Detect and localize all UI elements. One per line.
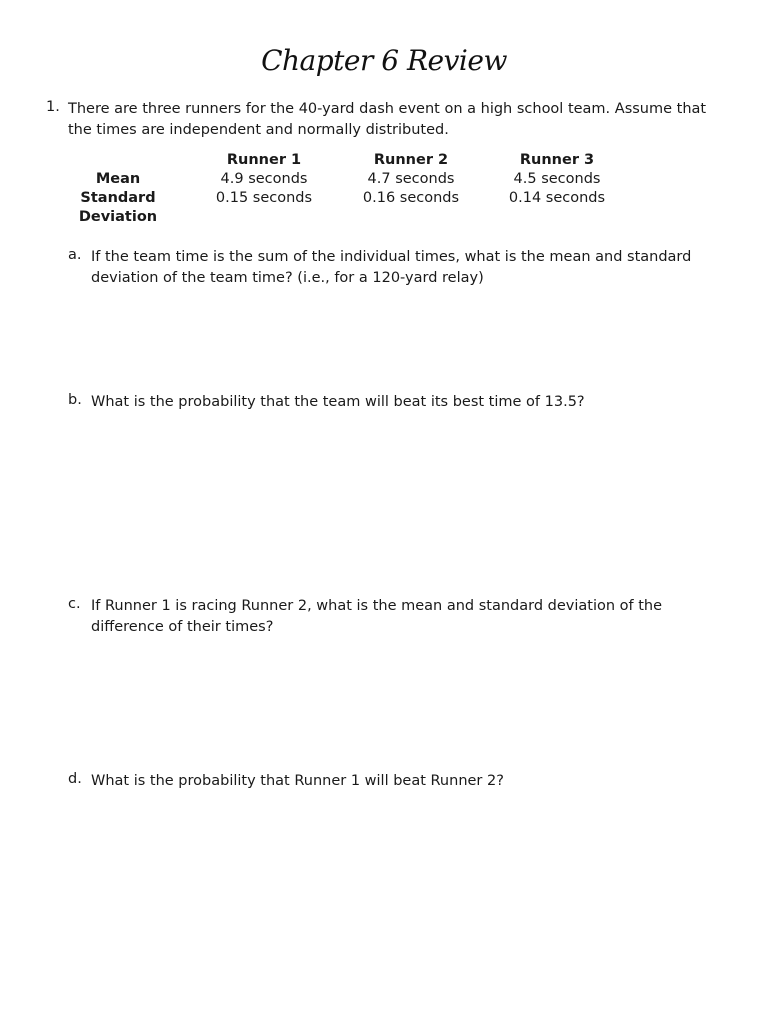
part-b-letter: b. bbox=[68, 392, 82, 408]
part-c-text: If Runner 1 is racing Runner 2, what is the mean and standard deviation of the difference of their times? bbox=[91, 598, 663, 635]
table-cell: 4.7 seconds bbox=[367, 171, 455, 187]
table-cell: 4.5 seconds bbox=[513, 171, 601, 187]
part-a-letter: a. bbox=[68, 247, 82, 263]
column-header-runner-1: Runner 1 bbox=[226, 152, 302, 168]
table-cell: 0.16 seconds bbox=[362, 190, 460, 206]
part-d-text: What is the probability that Runner 1 will beat Runner 2? bbox=[91, 773, 504, 789]
part-b-text: What is the probability that the team will beat its best time of 13.5? bbox=[91, 394, 585, 410]
part-c-letter: c. bbox=[68, 596, 81, 612]
runner-table bbox=[0, 150, 768, 230]
column-header-runner-3: Runner 3 bbox=[519, 152, 595, 168]
table-cell: 0.15 seconds bbox=[215, 190, 313, 206]
page-title: Chapter 6 Review bbox=[261, 44, 507, 77]
row-label-deviation: Deviation bbox=[78, 209, 158, 225]
table-cell: 4.9 seconds bbox=[220, 171, 308, 187]
question-number: 1. bbox=[46, 99, 60, 115]
part-d-letter: d. bbox=[68, 771, 82, 787]
part-a-text: If the team time is the sum of the individual times, what is the mean and standard deviation of the team time? (i.e., for a 120-yard relay) bbox=[91, 249, 692, 286]
question-text: There are three runners for the 40-yard dash event on a high school team. Assume that the times are independent and normally distributed. bbox=[68, 101, 707, 138]
row-label-standard: Standard bbox=[80, 190, 156, 206]
row-label-mean: Mean bbox=[95, 171, 141, 187]
column-header-runner-2: Runner 2 bbox=[373, 152, 449, 168]
table-cell: 0.14 seconds bbox=[508, 190, 606, 206]
